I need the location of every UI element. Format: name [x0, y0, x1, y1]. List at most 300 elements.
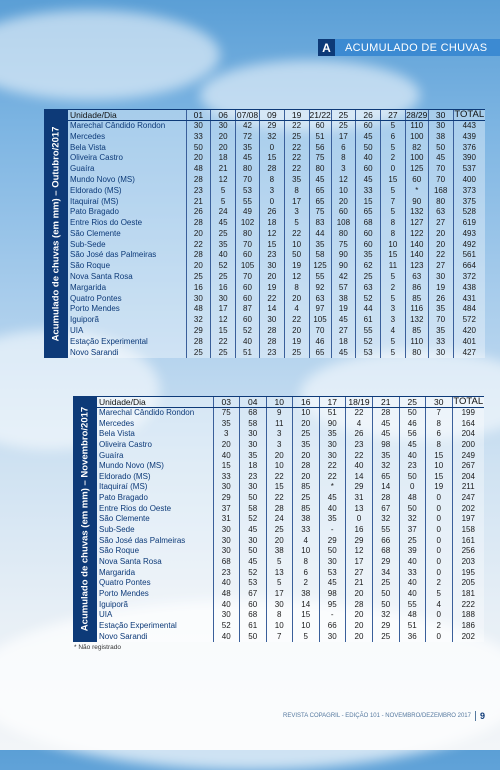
- rainfall-cell: 30: [319, 631, 346, 642]
- rainfall-cell: 4: [284, 304, 309, 315]
- rainfall-cell: 12: [211, 175, 236, 186]
- rainfall-cell: 30: [213, 610, 240, 621]
- unit-name-cell: Sub-Sede: [99, 525, 135, 535]
- rainfall-cell: 2: [426, 620, 453, 631]
- rainfall-cell: 15: [260, 153, 285, 164]
- table-row: [97, 440, 484, 451]
- table-row: [68, 142, 485, 153]
- rainfall-cell: 13: [266, 567, 293, 578]
- rainfall-cell: 116: [405, 304, 428, 315]
- rainfall-cell: 68: [240, 407, 267, 418]
- rainfall-cell: 2: [426, 578, 453, 589]
- column-header-unit: Unidade/Dia: [97, 397, 213, 408]
- rainfall-cell: 70: [236, 239, 260, 250]
- unit-name-cell: Guaíra: [70, 164, 95, 174]
- rainfall-cell: 45: [331, 315, 356, 326]
- total-cell: 197: [452, 514, 484, 525]
- rainfall-cell: 58: [309, 250, 331, 261]
- total-cell: 439: [453, 131, 485, 142]
- rainfall-cell: 26: [260, 207, 285, 218]
- table-row: [68, 293, 485, 304]
- total-cell: 222: [452, 599, 484, 610]
- rainfall-cell: 5: [381, 185, 406, 196]
- rainfall-cell: 45: [319, 578, 346, 589]
- rainfall-cell: 5: [381, 142, 406, 153]
- total-cell: 247: [452, 493, 484, 504]
- rainfall-cell: 23: [240, 472, 267, 483]
- rainfall-cell: 50: [399, 407, 426, 418]
- unit-name-cell: Mundo Novo (MS): [70, 174, 135, 184]
- rainfall-cell: 25: [373, 578, 400, 589]
- rainfall-cell: 60: [356, 239, 381, 250]
- rainfall-cell: 55: [236, 196, 260, 207]
- rainfall-cell: 45: [211, 218, 236, 229]
- rainfall-cell: 20: [186, 261, 211, 272]
- rainfall-data-table: [68, 109, 485, 358]
- rainfall-cell: 5: [381, 272, 406, 283]
- rainfall-cell: 51: [236, 347, 260, 358]
- rainfall-cell: 3: [331, 164, 356, 175]
- rainfall-cell: 0: [260, 196, 285, 207]
- column-header-day: 07/08: [236, 109, 259, 120]
- rainfall-cell: 61: [240, 620, 267, 631]
- rainfall-cell: 20: [293, 418, 320, 429]
- rainfall-cell: 46: [399, 418, 426, 429]
- unit-name-cell: São José das Palmeiras: [70, 250, 157, 260]
- rainfall-cell: 25: [373, 631, 400, 642]
- rainfall-cell: 22: [284, 228, 309, 239]
- rainfall-cell: 12: [211, 315, 236, 326]
- rainfall-cell: 32: [399, 514, 426, 525]
- rainfall-cell: 22: [319, 461, 346, 472]
- rainfall-cell: 58: [240, 503, 267, 514]
- rainfall-cell: 40: [399, 578, 426, 589]
- rainfall-cell: 30: [186, 120, 211, 131]
- unit-name-cell: São Clemente: [99, 514, 150, 524]
- rainfall-cell: 27: [331, 326, 356, 337]
- unit-name-cell: Pato Bragado: [99, 493, 148, 503]
- rainfall-cell: 39: [399, 546, 426, 557]
- rainfall-cell: 30: [428, 347, 453, 358]
- total-cell: 211: [452, 482, 484, 493]
- table-row: [68, 120, 485, 131]
- rainfall-cell: 110: [405, 336, 428, 347]
- column-header-day: 25: [399, 397, 426, 408]
- rainfall-cell: 15: [211, 326, 236, 337]
- rainfall-cell: 25: [356, 272, 381, 283]
- rainfall-cell: *: [319, 482, 346, 493]
- unit-name-cell: São Roque: [99, 546, 140, 556]
- column-header-day: 21/22: [309, 109, 331, 120]
- rainfall-table-november: [73, 396, 484, 642]
- rainfall-cell: 30: [186, 293, 211, 304]
- rainfall-cell: 20: [266, 450, 293, 461]
- total-cell: 572: [453, 315, 485, 326]
- total-cell: 203: [452, 557, 484, 568]
- rainfall-cell: 35: [319, 514, 346, 525]
- rainfall-cell: 127: [405, 218, 428, 229]
- unit-name-cell: Entre Rios do Oeste: [99, 503, 172, 513]
- table-row: [97, 407, 484, 418]
- table-row: [68, 239, 485, 250]
- rainfall-cell: 50: [319, 546, 346, 557]
- rainfall-cell: 22: [211, 336, 236, 347]
- rainfall-cell: 45: [331, 347, 356, 358]
- total-cell: 267: [452, 461, 484, 472]
- rainfall-cell: 8: [293, 557, 320, 568]
- rainfall-cell: 50: [240, 546, 267, 557]
- rainfall-cell: 0: [426, 610, 453, 621]
- rainfall-cell: 33: [213, 472, 240, 483]
- table-row: [68, 315, 485, 326]
- rainfall-cell: 30: [240, 429, 267, 440]
- table-row: [97, 418, 484, 429]
- rainfall-cell: 35: [211, 239, 236, 250]
- rainfall-cell: 38: [293, 589, 320, 600]
- rainfall-cell: 51: [319, 407, 346, 418]
- rainfall-cell: 75: [331, 239, 356, 250]
- rainfall-cell: 20: [346, 631, 373, 642]
- unit-name-cell: Quatro Pontes: [99, 578, 151, 588]
- rainfall-cell: 20: [260, 272, 285, 283]
- total-cell: 204: [452, 472, 484, 483]
- rainfall-cell: 29: [373, 557, 400, 568]
- table-row: [97, 557, 484, 568]
- total-cell: 202: [452, 503, 484, 514]
- rainfall-cell: 28: [266, 503, 293, 514]
- rainfall-cell: 50: [399, 503, 426, 514]
- table-row: [68, 250, 485, 261]
- rainfall-cell: 30: [319, 440, 346, 451]
- table-row: [97, 599, 484, 610]
- rainfall-cell: 14: [293, 599, 320, 610]
- rainfall-cell: 8: [266, 610, 293, 621]
- total-cell: 181: [452, 589, 484, 600]
- rainfall-cell: 21: [211, 164, 236, 175]
- rainfall-cell: 75: [309, 153, 331, 164]
- rainfall-cell: 35: [356, 250, 381, 261]
- rainfall-cell: 35: [213, 418, 240, 429]
- rainfall-cell: 37: [399, 525, 426, 536]
- rainfall-cell: 35: [236, 142, 260, 153]
- rainfall-cell: 57: [331, 282, 356, 293]
- rainfall-cell: 5: [266, 557, 293, 568]
- table-row: [68, 282, 485, 293]
- unit-name-cell: Novo Sarandi: [99, 631, 148, 641]
- unit-name-cell: Oliveira Castro: [99, 439, 152, 449]
- rainfall-cell: 28: [293, 461, 320, 472]
- rainfall-cell: 29: [346, 482, 373, 493]
- rainfall-cell: 15: [260, 239, 285, 250]
- rainfall-cell: 60: [236, 250, 260, 261]
- total-cell: 199: [452, 407, 484, 418]
- rainfall-cell: 58: [240, 418, 267, 429]
- table-row: [68, 272, 485, 283]
- total-cell: 400: [453, 175, 485, 186]
- rainfall-cell: 40: [213, 599, 240, 610]
- rainfall-cell: 0: [260, 142, 285, 153]
- table-row: [68, 261, 485, 272]
- rainfall-cell: 25: [186, 347, 211, 358]
- rainfall-cell: 31: [213, 514, 240, 525]
- rainfall-cell: 28: [346, 599, 373, 610]
- total-cell: 493: [453, 228, 485, 239]
- rainfall-cell: 102: [236, 218, 260, 229]
- unit-name-cell: Novo Sarandi: [70, 347, 119, 357]
- section-badge: A: [318, 39, 335, 56]
- table-row: [97, 631, 484, 642]
- rainfall-cell: 22: [186, 239, 211, 250]
- rainfall-cell: 2: [293, 578, 320, 589]
- total-cell: 372: [453, 272, 485, 283]
- page-number: 9: [479, 711, 485, 721]
- rainfall-cell: 68: [373, 546, 400, 557]
- total-cell: 188: [452, 610, 484, 621]
- rainfall-cell: 40: [399, 450, 426, 461]
- rainfall-cell: 140: [405, 250, 428, 261]
- rainfall-cell: 20: [293, 450, 320, 461]
- total-cell: 164: [452, 418, 484, 429]
- rainfall-cell: 90: [405, 196, 428, 207]
- rainfall-cell: 14: [260, 304, 285, 315]
- rainfall-cell: 90: [331, 250, 356, 261]
- rainfall-cell: 30: [260, 315, 285, 326]
- table-side-label: Acumulado de chuvas (em mm) – Novembro/2017: [73, 396, 97, 642]
- rainfall-cell: 0: [399, 482, 426, 493]
- total-cell: 420: [453, 326, 485, 337]
- rainfall-cell: 60: [356, 164, 381, 175]
- rainfall-cell: 3: [213, 429, 240, 440]
- rainfall-cell: 45: [356, 131, 381, 142]
- rainfall-cell: 8: [284, 282, 309, 293]
- rainfall-cell: 52: [240, 514, 267, 525]
- rainfall-cell: 15: [426, 450, 453, 461]
- rainfall-cell: 44: [309, 228, 331, 239]
- rainfall-cell: 18: [211, 153, 236, 164]
- rainfall-cell: *: [405, 185, 428, 196]
- rainfall-cell: 32: [373, 461, 400, 472]
- rainfall-cell: 33: [186, 131, 211, 142]
- rainfall-cell: 20: [284, 326, 309, 337]
- rainfall-cell: 60: [331, 207, 356, 218]
- rainfall-cell: 5: [426, 589, 453, 600]
- rainfall-cell: 123: [405, 261, 428, 272]
- column-header-day: 19: [284, 110, 309, 121]
- rainfall-cell: 83: [309, 218, 331, 229]
- rainfall-cell: 15: [356, 196, 381, 207]
- rainfall-cell: 35: [284, 175, 309, 186]
- rainfall-cell: 132: [405, 315, 428, 326]
- rainfall-cell: 85: [293, 482, 320, 493]
- rainfall-cell: 30: [319, 450, 346, 461]
- rainfall-cell: 9: [266, 407, 293, 418]
- rainfall-cell: 33: [399, 567, 426, 578]
- rainfall-cell: 4: [381, 326, 406, 337]
- rainfall-cell: 3: [260, 185, 285, 196]
- total-cell: 664: [453, 261, 485, 272]
- rainfall-cell: 11: [381, 261, 406, 272]
- table-row: [97, 578, 484, 589]
- rainfall-cell: 52: [240, 567, 267, 578]
- rainfall-cell: 6: [331, 142, 356, 153]
- rainfall-cell: 45: [309, 175, 331, 186]
- rainfall-cell: 28: [260, 326, 285, 337]
- unit-name-cell: Margarida: [99, 567, 136, 577]
- unit-name-cell: Mercedes: [70, 131, 106, 141]
- rainfall-cell: 24: [211, 207, 236, 218]
- rainfall-cell: 21: [186, 196, 211, 207]
- rainfall-cell: 26: [186, 207, 211, 218]
- rainfall-cell: 82: [405, 142, 428, 153]
- rainfall-cell: 15: [266, 482, 293, 493]
- table-row: [97, 429, 484, 440]
- rainfall-cell: 40: [213, 450, 240, 461]
- rainfall-cell: 29: [186, 326, 211, 337]
- rainfall-cell: 52: [236, 326, 260, 337]
- rainfall-cell: 5: [211, 185, 236, 196]
- rainfall-cell: 67: [240, 589, 267, 600]
- column-header-day: 09: [260, 110, 285, 121]
- unit-name-cell: Porto Mendes: [99, 588, 149, 598]
- rainfall-cell: 35: [373, 450, 400, 461]
- rainfall-cell: 35: [309, 239, 331, 250]
- page-footer: [283, 711, 485, 721]
- table-row: [68, 304, 485, 315]
- unit-name-cell: Nova Santa Rosa: [70, 272, 133, 281]
- section-header: [318, 39, 500, 56]
- rainfall-cell: 90: [331, 261, 356, 272]
- rainfall-cell: 2: [381, 153, 406, 164]
- total-cell: 537: [453, 164, 485, 175]
- rainfall-cell: 0: [426, 514, 453, 525]
- column-header-day: 04: [240, 397, 267, 408]
- rainfall-cell: 25: [399, 535, 426, 546]
- total-cell: 373: [453, 185, 485, 196]
- unit-name-cell: São Clemente: [70, 228, 121, 238]
- unit-name-cell: Porto Mendes: [70, 304, 120, 314]
- rainfall-cell: 85: [405, 293, 428, 304]
- column-header-day: 10: [266, 397, 293, 408]
- table-row: [68, 218, 485, 229]
- rainfall-cell: 17: [331, 131, 356, 142]
- rainfall-cell: 6: [293, 567, 320, 578]
- unit-name-cell: Guaíra: [99, 450, 124, 460]
- rainfall-cell: 86: [405, 282, 428, 293]
- column-header-day: 01: [186, 110, 211, 121]
- unit-name-cell: Estação Experimental: [99, 620, 177, 630]
- column-header-day: 21: [373, 397, 400, 408]
- rainfall-cell: 30: [213, 482, 240, 493]
- table-row: [68, 228, 485, 239]
- unit-name-cell: Entre Rios do Oeste: [70, 218, 143, 228]
- table-row: [68, 164, 485, 175]
- rainfall-cell: 60: [236, 315, 260, 326]
- unit-name-cell: Nova Santa Rosa: [99, 556, 162, 566]
- total-cell: 256: [452, 546, 484, 557]
- rainfall-cell: 20: [428, 239, 453, 250]
- rainfall-cell: 68: [356, 218, 381, 229]
- table-row: [97, 472, 484, 483]
- rainfall-cell: 52: [356, 293, 381, 304]
- rainfall-cell: 20: [266, 535, 293, 546]
- rainfall-cell: 32: [186, 315, 211, 326]
- table-row: [97, 525, 484, 536]
- unit-name-cell: Estação Experimental: [70, 336, 148, 346]
- rainfall-cell: 30: [240, 535, 267, 546]
- total-cell: 401: [453, 336, 485, 347]
- rainfall-cell: 29: [260, 120, 285, 131]
- rainfall-cell: 10: [426, 461, 453, 472]
- rainfall-cell: 40: [399, 557, 426, 568]
- rainfall-cell: 0: [381, 164, 406, 175]
- rainfall-cell: 25: [331, 120, 356, 131]
- section-title: ACUMULADO DE CHUVAS: [345, 41, 488, 54]
- rainfall-cell: 2: [381, 282, 406, 293]
- unit-name-cell: Oliveira Castro: [70, 153, 123, 163]
- rainfall-cell: 30: [266, 599, 293, 610]
- rainfall-cell: 22: [266, 493, 293, 504]
- table-row: [97, 546, 484, 557]
- total-cell: 249: [452, 450, 484, 461]
- rainfall-cell: 50: [356, 142, 381, 153]
- total-cell: 376: [453, 142, 485, 153]
- rainfall-cell: 12: [331, 175, 356, 186]
- rainfall-table-october: [44, 109, 485, 358]
- rainfall-cell: 16: [211, 282, 236, 293]
- rainfall-cell: 51: [309, 131, 331, 142]
- column-header-day: 26: [356, 110, 381, 121]
- rainfall-cell: 45: [356, 175, 381, 186]
- rainfall-cell: 125: [405, 164, 428, 175]
- rainfall-cell: 5: [381, 120, 406, 131]
- rainfall-cell: 60: [405, 175, 428, 186]
- unit-name-cell: Bela Vista: [99, 429, 135, 439]
- column-header-day: 28/29: [406, 109, 428, 120]
- rainfall-cell: 12: [346, 546, 373, 557]
- rainfall-cell: 20: [346, 620, 373, 631]
- rainfall-cell: 33: [356, 185, 381, 196]
- rainfall-cell: 92: [309, 282, 331, 293]
- rainfall-cell: 36: [399, 631, 426, 642]
- rainfall-cell: 19: [331, 304, 356, 315]
- rainfall-cell: 80: [309, 164, 331, 175]
- column-header-day: 30: [426, 397, 453, 408]
- rainfall-cell: 50: [428, 142, 453, 153]
- rainfall-cell: 60: [236, 282, 260, 293]
- rainfall-cell: 10: [293, 407, 320, 418]
- rainfall-cell: 6: [381, 131, 406, 142]
- rainfall-cell: 67: [373, 503, 400, 514]
- rainfall-cell: 52: [213, 620, 240, 631]
- rainfall-cell: 12: [284, 272, 309, 283]
- total-cell: 158: [452, 525, 484, 536]
- rainfall-cell: 15: [381, 250, 406, 261]
- rainfall-cell: 72: [236, 131, 260, 142]
- rainfall-cell: 20: [346, 589, 373, 600]
- rainfall-cell: 20: [186, 228, 211, 239]
- rainfall-cell: 25: [284, 347, 309, 358]
- column-header-day: 03: [213, 397, 240, 408]
- rainfall-cell: 24: [266, 514, 293, 525]
- unit-name-cell: Bela Vista: [70, 142, 106, 152]
- unit-name-cell: Iguiporã: [70, 315, 99, 325]
- column-header-unit: Unidade/Dia: [68, 110, 186, 121]
- rainfall-cell: 50: [186, 142, 211, 153]
- rainfall-cell: 62: [356, 261, 381, 272]
- rainfall-cell: 108: [331, 218, 356, 229]
- rainfall-cell: 25: [284, 131, 309, 142]
- table-row: [97, 450, 484, 461]
